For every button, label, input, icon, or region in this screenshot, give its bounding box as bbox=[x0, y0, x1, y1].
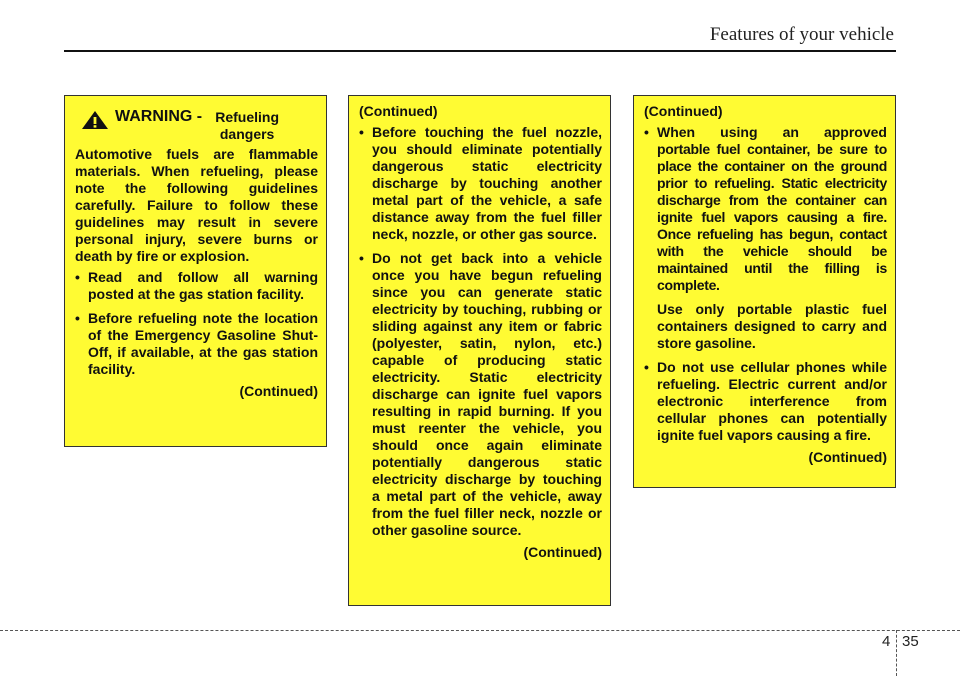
page-number: 35 bbox=[902, 633, 919, 650]
list-item bbox=[644, 124, 887, 294]
warning-heading bbox=[81, 107, 318, 143]
page-number-separator bbox=[896, 630, 897, 676]
warning-intro: Automotive fuels are flammable materials. When refueling, please note the following guidelines carefully. Failure to follow these guidelines may result in severe personal injury, severe burns or death by fire or explosion. bbox=[75, 146, 318, 264]
bullet-text: portable fuel container, be sure to place the container on the ground prior to refueling. Static electricity discharge from the container can ignite fuel vapors causing a fire. Once refueling has begun, contact with the vehicle should be maintained until the filling is complete. bbox=[657, 141, 887, 293]
continued-label: (Continued) bbox=[239, 383, 318, 399]
warning-triangle-icon bbox=[81, 110, 109, 130]
bullet-lead: • When using an approved bbox=[657, 124, 887, 140]
warning-bullet-list bbox=[644, 124, 887, 294]
header-rule bbox=[64, 50, 896, 52]
list-item: • Do not use cellular phones while refueling. Electric current and/or electronic interference from cellular phones can potentially ignite fuel vapors causing a fire. bbox=[644, 359, 887, 444]
warning-bullet-list bbox=[644, 359, 887, 444]
list-item: • Read and follow all warning posted at the gas station facility. bbox=[75, 269, 318, 303]
running-header: Features of your vehicle bbox=[709, 24, 894, 45]
continued-label: (Continued) bbox=[808, 449, 887, 465]
warning-box-continued-2 bbox=[348, 95, 611, 606]
chapter-number: 4 bbox=[882, 633, 891, 650]
list-item: • Do not get back into a vehicle once you have begun refueling since you can generate static electricity by touching, rubbing or sliding against any item or fabric (polyester, satin, nylon, etc.) capable of producing static electricity. Static electricity discharge can ignite fuel vapors resulting in rapid burning. If you must reenter the vehicle, you should once again eliminate potentially dangerous static electricity discharge by touching a metal part of the vehicle, away from the fuel filler neck, nozzle or other gasoline source. bbox=[359, 250, 602, 539]
continued-heading: (Continued) bbox=[644, 103, 723, 119]
continued-heading: (Continued) bbox=[359, 103, 438, 119]
bullet-paragraph: Use only portable plastic fuel containers designed to carry and store gasoline. bbox=[657, 301, 887, 351]
warning-label: WARNING - bbox=[115, 108, 203, 125]
warning-box-continued-3 bbox=[633, 95, 896, 488]
footer-rule bbox=[0, 630, 960, 631]
warning-bullet-list bbox=[359, 124, 602, 539]
warning-subject: Refueling dangers bbox=[215, 109, 279, 142]
list-item: • Before refueling note the location of the Emergency Gasoline Shut-Off, if available, at the gas station facility. bbox=[75, 310, 318, 378]
continued-label: (Continued) bbox=[523, 544, 602, 560]
warning-box-refueling bbox=[64, 95, 327, 447]
warning-bullet-list bbox=[75, 269, 318, 378]
list-item: • Before touching the fuel nozzle, you should eliminate potentially dangerous static electricity discharge by touching another metal part of the vehicle, a safe distance away from the fuel filler neck, nozzle, or other gas source. bbox=[359, 124, 602, 243]
